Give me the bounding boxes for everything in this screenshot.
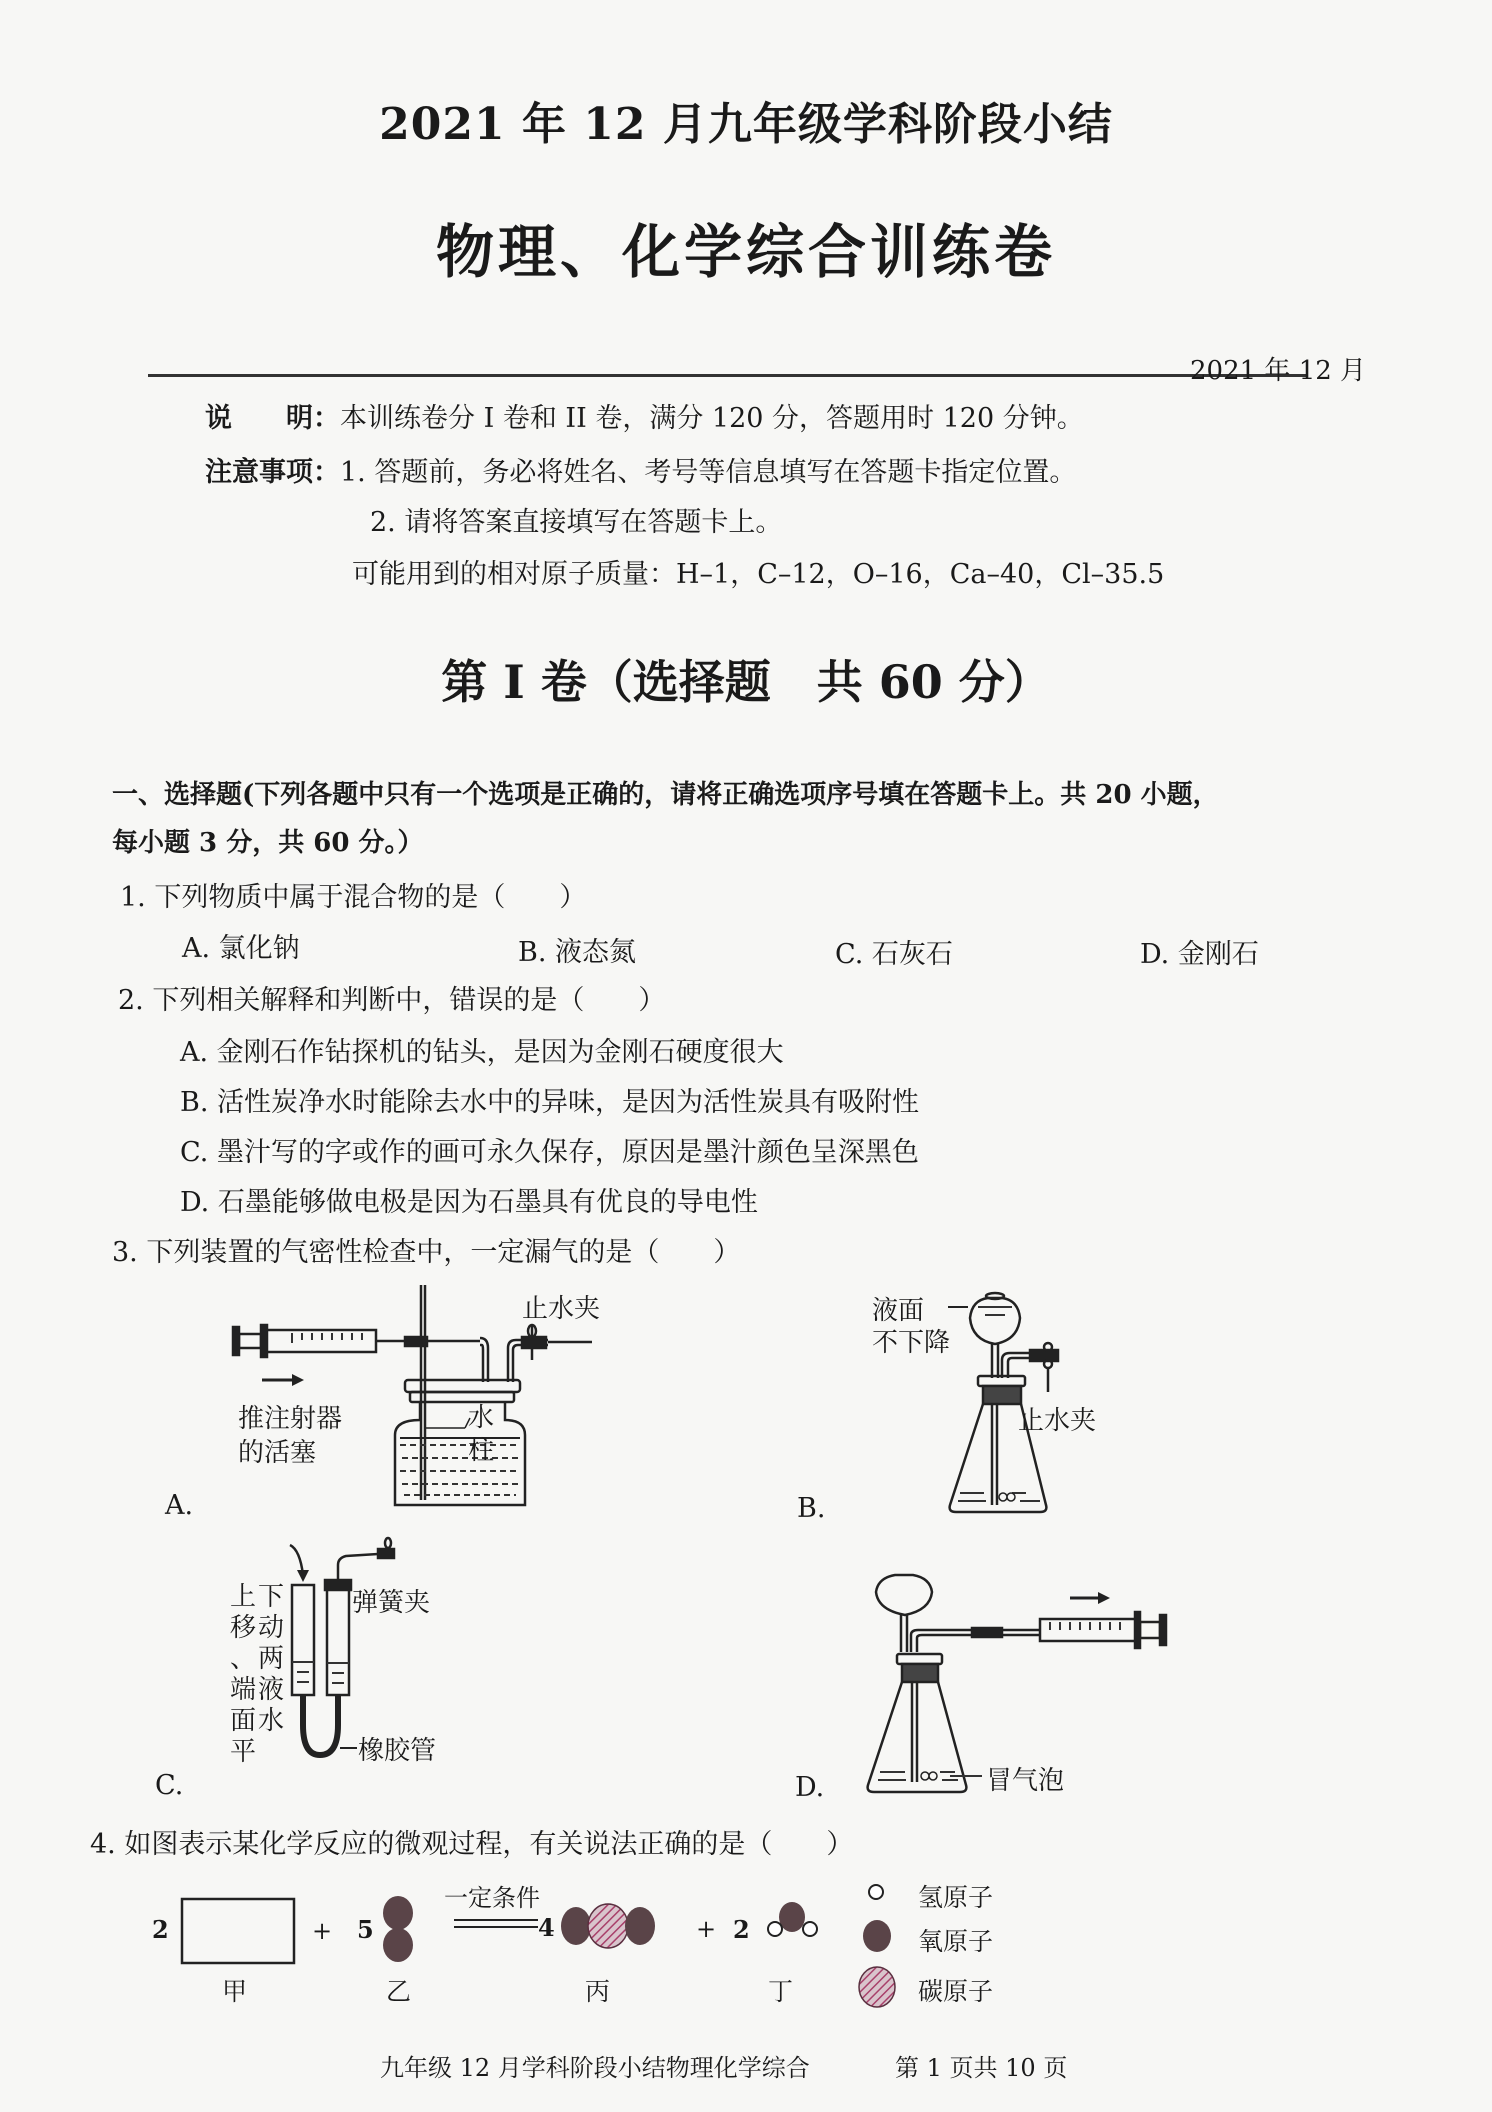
hydrogen-atom (803, 1922, 817, 1936)
note-label: 说 明： (205, 403, 340, 434)
exam-title: 2021 年 12 月九年级学科阶段小结 (379, 99, 1113, 150)
figure-c-hose-label: 橡胶管 (358, 1736, 437, 1766)
section-title: 第 I 卷（选择题 共 60 分） (441, 655, 1051, 709)
figure-c-char: 端 (230, 1675, 257, 1705)
section-intro-2: 每小题 3 分，共 60 分。） (112, 828, 424, 858)
footer-left: 九年级 12 月学科阶段小结物理化学综合 (380, 2054, 810, 2082)
figure-b-letter: B. (797, 1493, 826, 1524)
figure-c-char: 平 (230, 1737, 257, 1767)
figure-c-letter: C. (155, 1770, 184, 1801)
figure-a-water-label-1: 水 (468, 1403, 495, 1433)
question-2-option-a: A. 金刚石作钻探机的钻头，是因为金刚石硬度很大 (180, 1037, 784, 1068)
question-1-stem: 1. 下列物质中属于混合物的是（ ） (120, 882, 587, 913)
figure-a-water-label-2: 柱 (468, 1436, 495, 1466)
figure-c-move-text-col2 (258, 1582, 318, 1737)
question-1-option-c: C. 石灰石 (835, 939, 953, 970)
atomic-mass-line: 可能用到的相对原子质量：H–1，C–12，O–16，Ca–40，Cl–35.5 (352, 559, 1165, 590)
coef-jia: 2 (152, 1915, 169, 1944)
legend-oxygen-icon (863, 1920, 891, 1952)
question-1-option-b: B. 液态氮 (518, 937, 637, 968)
legend-oxygen-label: 氧原子 (918, 1927, 994, 1956)
note-text: 本训练卷分 I 卷和 II 卷，满分 120 分，答题用时 120 分钟。 (340, 403, 1084, 434)
oxygen-atom (383, 1896, 413, 1930)
figure-b-level-label-1: 液面 (872, 1296, 925, 1326)
legend-hydrogen-icon (869, 1885, 883, 1899)
label-bing: 丙 (585, 1977, 611, 2006)
figure-d-bubble-label: 冒气泡 (986, 1766, 1065, 1796)
attention-label: 注意事项： (205, 457, 340, 488)
reactant-jia-box (182, 1899, 294, 1963)
figure-a-push-label-2: 的活塞 (238, 1438, 317, 1468)
figure-b-clamp-label: 止水夹 (1018, 1406, 1097, 1436)
figure-c-char: 面 (230, 1706, 257, 1736)
note-line (205, 396, 1084, 435)
coef-yi: 5 (357, 1915, 374, 1944)
oxygen-atom (561, 1907, 591, 1945)
attention-line (205, 450, 1076, 489)
figure-c-char: 动 (258, 1613, 285, 1643)
coef-bing: 4 (538, 1913, 555, 1942)
figure-c-char: 移 (230, 1613, 257, 1643)
figure-c-spring-label: 弹簧夹 (352, 1588, 431, 1618)
coef-ding: 2 (733, 1915, 750, 1944)
figure-a-push-label-1: 推注射器 (238, 1404, 343, 1434)
figure-c-char: 、 (230, 1644, 257, 1674)
figure-c-char: 液 (258, 1675, 285, 1705)
carbon-atom (588, 1904, 628, 1948)
figure-d-letter: D. (795, 1772, 825, 1803)
figure-c-char: 下 (258, 1582, 285, 1612)
exam-subtitle: 物理、化学综合训练卷 (435, 218, 1056, 286)
legend-carbon-icon (859, 1967, 895, 2007)
oxygen-atom (779, 1902, 805, 1932)
question-2-stem: 2. 下列相关解释和判断中，错误的是（ ） (118, 985, 666, 1016)
label-yi: 乙 (386, 1977, 412, 2006)
hydrogen-atom (768, 1922, 782, 1936)
figure-b-level-label-2: 不下降 (872, 1328, 951, 1358)
exam-date: 2021 年 12 月 (1190, 356, 1367, 386)
legend-carbon-label: 碳原子 (918, 1977, 994, 2006)
attention-item-2: 2. 请将答案直接填写在答题卡上。 (370, 507, 783, 538)
header-rule (148, 374, 1308, 377)
question-3-stem: 3. 下列装置的气密性检查中，一定漏气的是（ ） (112, 1237, 741, 1268)
footer-page: 第 1 页共 10 页 (895, 2054, 1068, 2082)
plus-1: + (312, 1917, 333, 1945)
oxygen-atom (625, 1907, 655, 1945)
figure-a-letter: A. (165, 1490, 194, 1521)
reaction-diagram (0, 0, 1, 1)
figure-c-char: 两 (258, 1644, 285, 1674)
figure-c-char: 水 (258, 1706, 285, 1736)
figure-c-char: 上 (230, 1582, 257, 1612)
question-1-option-a: A. 氯化钠 (182, 933, 300, 964)
oxygen-atom (383, 1928, 413, 1962)
label-jia: 甲 (222, 1977, 248, 2006)
question-1-option-d: D. 金刚石 (1140, 939, 1259, 970)
figure-a-clamp-label: 止水夹 (522, 1294, 601, 1324)
question-2-option-d: D. 石墨能够做电极是因为石墨具有优良的导电性 (180, 1187, 758, 1218)
plus-2: + (696, 1915, 717, 1943)
question-2-option-b: B. 活性炭净水时能除去水中的异味，是因为活性炭具有吸附性 (180, 1087, 920, 1118)
label-ding: 丁 (768, 1977, 794, 2006)
question-2-option-c: C. 墨汁写的字或作的画可永久保存，原因是墨汁颜色呈深黑色 (180, 1137, 919, 1168)
legend-hydrogen-label: 氢原子 (918, 1883, 994, 1912)
question-4-stem: 4. 如图表示某化学反应的微观过程，有关说法正确的是（ ） (90, 1829, 854, 1860)
attention-item-1: 1. 答题前，务必将姓名、考号等信息填写在答题卡指定位置。 (340, 457, 1077, 488)
section-intro-1: 一、选择题(下列各题中只有一个选项是正确的，请将正确选项序号填在答题卡上。共 20 小题， (112, 780, 1219, 810)
reaction-condition: 一定条件 (444, 1884, 540, 1912)
